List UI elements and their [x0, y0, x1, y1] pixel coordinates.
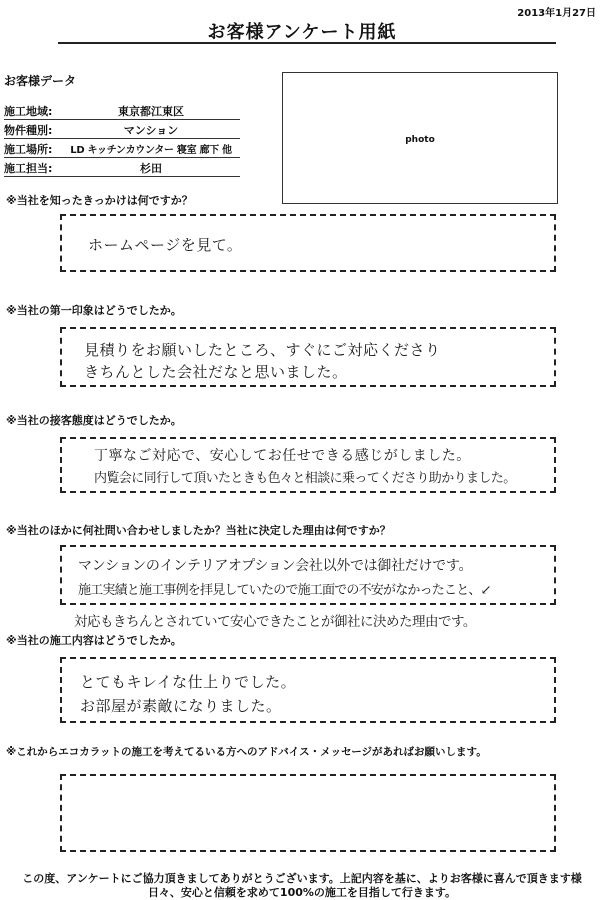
- answer-line: ホームページを見て。: [88, 236, 243, 254]
- info-label: 施工地域:: [4, 105, 53, 118]
- info-value: 東京都江東区: [118, 105, 184, 118]
- question-5: ※当社の施工内容はどうでしたか。: [6, 634, 182, 647]
- info-row-area: [4, 101, 240, 120]
- answer-line: お部屋が素敵になりました。: [80, 697, 282, 715]
- info-value: 杉田: [140, 162, 162, 175]
- answer-line: とてもキレイな仕上りでした。: [80, 673, 297, 691]
- answer-line: マンションのインテリアオプション会社以外では御社だけです。: [78, 558, 473, 574]
- answer-box-5: [60, 657, 556, 723]
- title-underline: [58, 42, 556, 44]
- info-row-location: [4, 139, 240, 158]
- customer-data-heading: お客様データ: [4, 74, 77, 88]
- info-value: LD キッチンカウンター 寝室 廊下 他: [70, 145, 232, 156]
- answer-box-3: [60, 437, 556, 493]
- info-label: 施工場所:: [4, 143, 53, 156]
- info-label: 施工担当:: [4, 162, 53, 175]
- photo-box: [282, 72, 558, 204]
- info-row-property-type: [4, 120, 240, 139]
- answer-line: 見積りをお願いしたところ、すぐにご対応くださり: [84, 341, 441, 359]
- answer-box-6: [60, 774, 556, 852]
- answer-line: 施工実績と施工事例を拝見していたので施工面での不安がなかったこと、↙: [78, 583, 491, 598]
- question-1: ※当社を知ったきっかけは何ですか？: [6, 194, 193, 207]
- survey-date: 2013年1月27日: [517, 8, 596, 19]
- answer-box-1: [60, 214, 556, 272]
- page-title: お客様アンケート用紙: [207, 22, 397, 43]
- photo-label: photo: [405, 135, 435, 145]
- info-label: 物件種別:: [4, 124, 53, 137]
- question-4: ※当社のほかに何社問い合わせしましたか？当社に決定した理由は何ですか？: [6, 524, 391, 537]
- question-2: ※当社の第一印象はどうでしたか。: [6, 304, 182, 317]
- answer-box-2: [60, 327, 556, 387]
- answer-line: 丁寧なご対応で、安心してお任せできる感じがしました。: [94, 448, 471, 464]
- answer-line-overflow: 対応もきちんとされていて安心できたことが御社に決めた理由です。: [74, 614, 476, 630]
- question-6: ※これからエコカラットの施工を考えてるいる方へのアドバイス・メッセージがあればお願いします。: [6, 746, 487, 758]
- footer-line-1: この度、アンケートにご協力頂きましてありがとうございます。上記内容を基に、よりお客様に喜んで頂きます様: [22, 872, 582, 885]
- answer-line: 内覧会に同行して頂いたときも色々と相談に乗ってくださり助かりました。: [94, 471, 516, 486]
- question-3: ※当社の接客態度はどうでしたか。: [6, 414, 182, 427]
- info-row-staff: [4, 158, 240, 177]
- info-value: マンション: [123, 124, 179, 137]
- answer-box-4: [60, 545, 556, 605]
- answer-line: きちんとした会社だなと思いました。: [84, 363, 348, 381]
- footer-line-2: 日々、安心と信頼を求めて100%の施工を目指して行きます。: [147, 886, 457, 899]
